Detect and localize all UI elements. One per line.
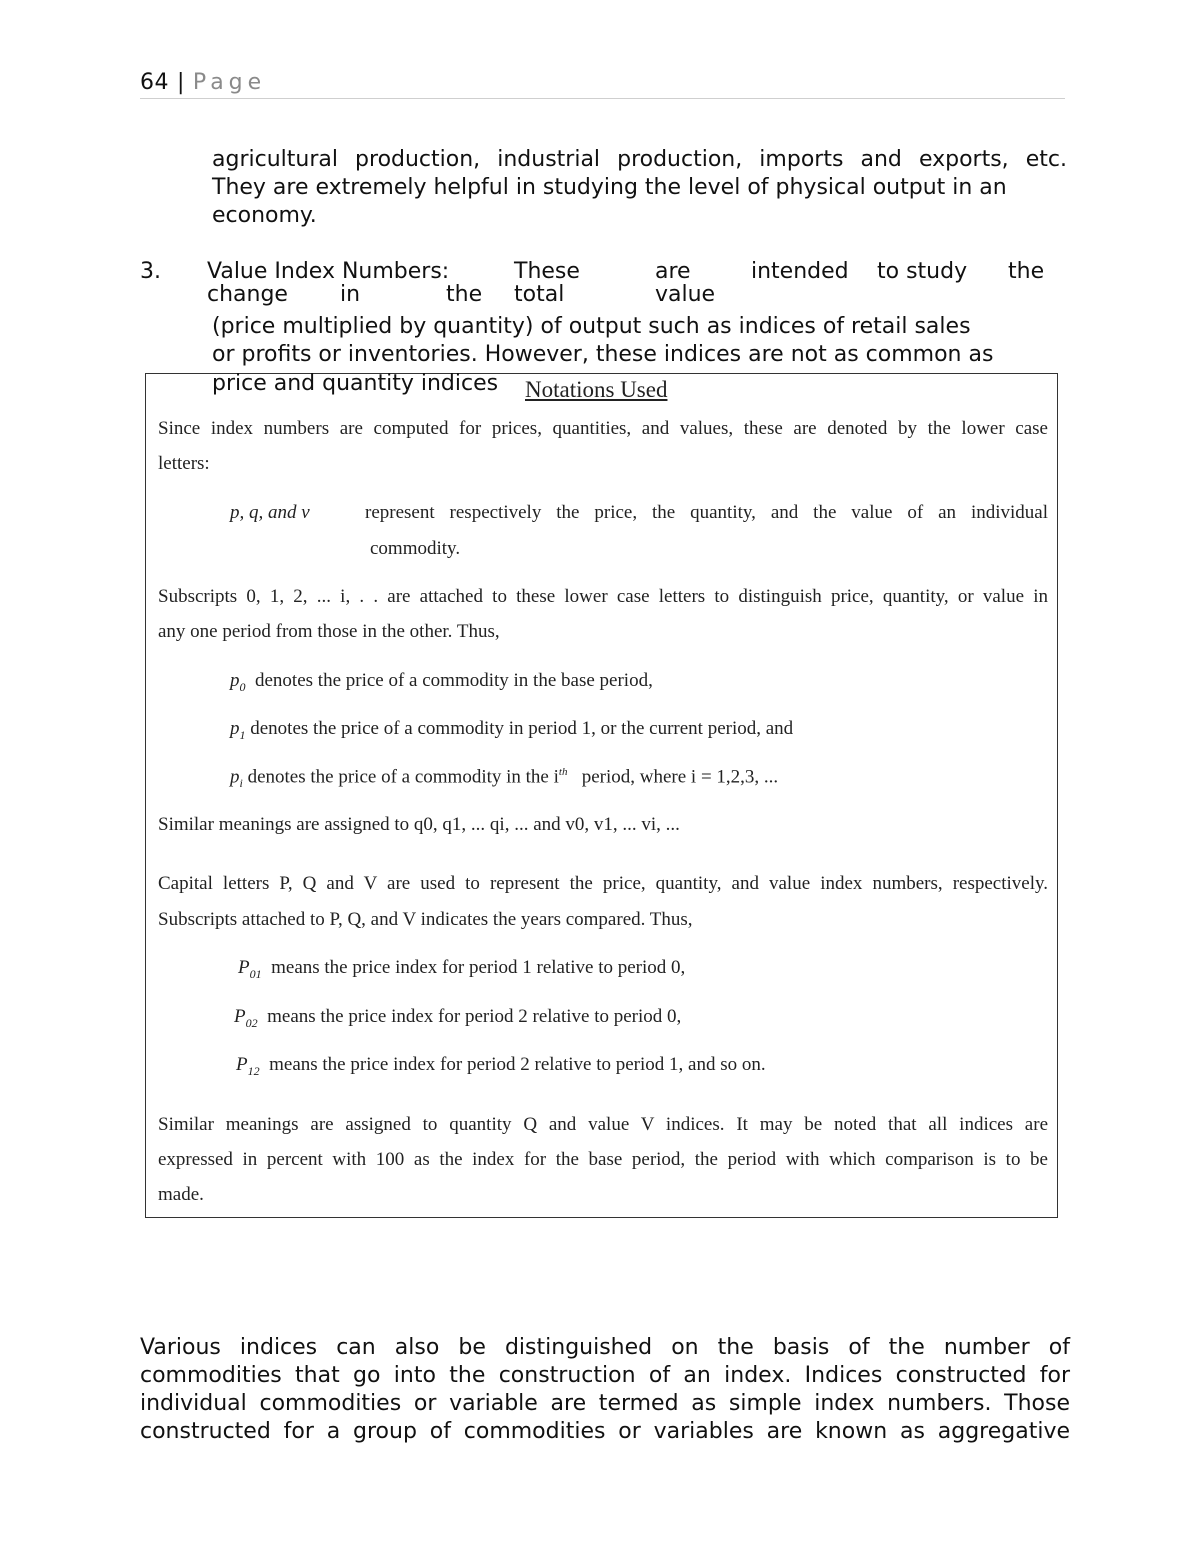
item-word: These	[514, 259, 580, 284]
definition-row: $p_0$ denotes the price of a commodity in the base period,	[230, 670, 653, 694]
item-word: total	[514, 282, 565, 307]
box-paragraph	[158, 418, 1048, 440]
box-paragraph	[158, 586, 1048, 608]
text-line: constructed for a group of commodities or variables are known as aggregative	[140, 1419, 1070, 1444]
item-word: to study	[877, 259, 968, 284]
pqv-symbols: p, q, and v	[230, 502, 310, 523]
text-line: agricultural production, industrial production, imports and exports, etc.	[212, 147, 1067, 172]
text-line: Various indices can also be distinguished on the basis of the number of	[140, 1335, 1070, 1360]
text-line: Capital letters P, Q and V are used to represent the price, quantity, and value index numbers, respectively.	[158, 873, 1048, 894]
box-paragraph	[365, 502, 1048, 524]
text-line: price and quantity indices	[212, 371, 499, 396]
text-line: or profits or inventories. However, these indices are not as common as	[212, 342, 994, 367]
item-term: Value Index Numbers:	[207, 259, 450, 284]
item-word: in	[340, 282, 361, 307]
header-separator: |	[177, 70, 185, 95]
item-word: change	[207, 282, 288, 307]
closing-paragraph	[140, 1334, 1070, 1446]
definition-row: $p_1$ denotes the price of a commodity in period 1, or the current period, and	[230, 718, 794, 742]
text-line: any one period from those in the other. Thus,	[158, 621, 500, 642]
page-label: Page	[192, 70, 267, 95]
definition-row: $P_{12}$ means the price index for period 2 relative to period 1, and so on.	[236, 1054, 766, 1078]
text-line: made.	[158, 1184, 204, 1205]
text-line: represent respectively the price, the quantity, and the value of an individual	[365, 502, 1048, 523]
text-line: Since index numbers are computed for prices, quantities, and values, these are denoted by the lower case	[158, 418, 1048, 439]
item-word: the	[446, 282, 483, 307]
text-line: individual commodities or variable are termed as simple index numbers. Those	[140, 1391, 1070, 1416]
notations-box	[145, 373, 1058, 1218]
text-line: Similar meanings are assigned to q0, q1, ... qi, ... and v0, v1, ... vi, ...	[158, 814, 680, 835]
definition-row: $P_{01}$ means the price index for period 1 relative to period 0,	[238, 957, 686, 981]
definition-row: $P_{02}$ means the price index for period 2 relative to period 0,	[234, 1006, 682, 1030]
text-line: commodities that go into the construction of an index. Indices constructed for	[140, 1363, 1070, 1388]
text-line: Subscripts attached to P, Q, and V indicates the years compared. Thus,	[158, 909, 693, 930]
text-line: They are extremely helpful in studying the level of physical output in an	[212, 175, 1007, 200]
box-paragraph	[158, 1114, 1048, 1136]
box-paragraph	[158, 873, 1048, 895]
item-number: 3.	[140, 259, 161, 284]
intro-paragraph	[212, 146, 1067, 230]
item-word: intended	[751, 259, 849, 284]
item-word: value	[655, 282, 716, 307]
box-paragraph	[158, 1149, 1048, 1171]
text-line: letters:	[158, 453, 210, 474]
text-line: commodity.	[370, 538, 461, 559]
text-line: Similar meanings are assigned to quantity Q and value V indices. It may be noted that all indices are	[158, 1114, 1048, 1135]
page-number: 64	[140, 70, 169, 95]
page-header	[140, 70, 266, 95]
text-line: economy.	[212, 203, 317, 228]
definition-row: $p_i$ denotes the price of a commodity in the $i^{th}$ period, where i = 1,2,3, ...	[230, 766, 779, 791]
box-title: Notations Used	[525, 377, 668, 402]
text-line: expressed in percent with 100 as the index for the base period, the period with which comparison is to be	[158, 1149, 1048, 1170]
item-word: are	[655, 259, 691, 284]
header-rule	[140, 98, 1065, 99]
text-line: (price multiplied by quantity) of output such as indices of retail sales	[212, 314, 971, 339]
item-word: the	[1008, 259, 1045, 284]
text-line: Subscripts 0, 1, 2, ... i, . . are attached to these lower case letters to distinguish price, quantity, or value in	[158, 586, 1048, 607]
